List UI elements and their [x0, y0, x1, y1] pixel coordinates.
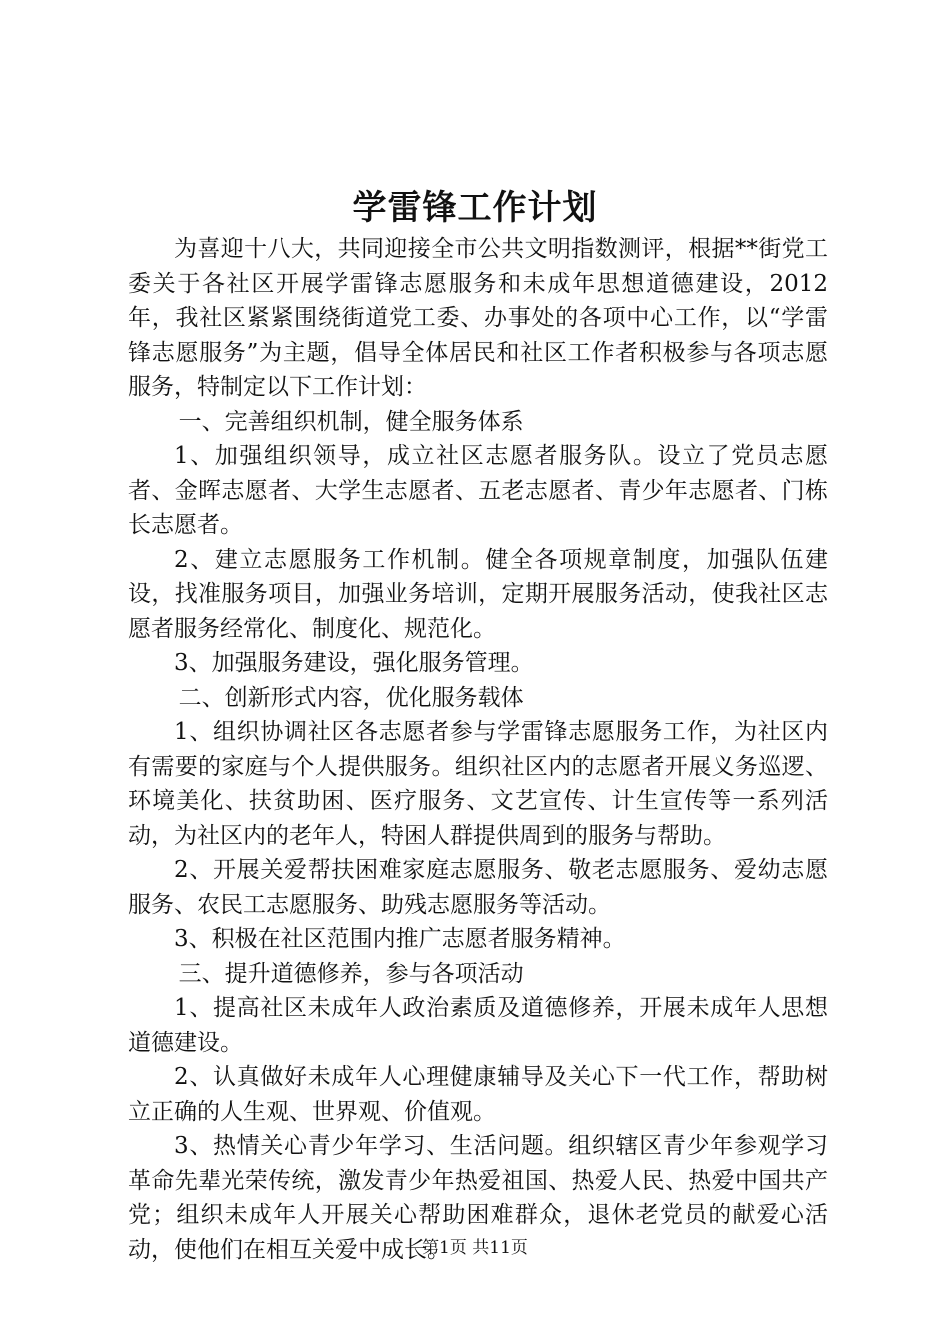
paragraph-intro: 为喜迎十八大，共同迎接全市公共文明指数测评，根据**街党工委关于各社区开展学雷锋志愿服务和未成年思想道德建设，2012年，我社区紧紧围绕街道党工委、办事处的各项中心工作，以“学雷锋志愿服务”为主题，倡导全体居民和社区工作者积极参与各项志愿服务，特制定以下工作计划： [128, 236, 828, 400]
paragraph-3-2: 2、认真做好未成年人心理健康辅导及关心下一代工作，帮助树立正确的人生观、世界观、价值观。 [128, 1064, 828, 1125]
paragraph-3-3: 3、热情关心青少年学习、生活问题。组织辖区青少年参观学习革命先辈光荣传统，激发青少年热爱祖国、热爱人民、热爱中国共产党；组织未成年人开展关心帮助困难群众，退休老党员的献爱心活动，使他们在相互关爱中成长。 [128, 1133, 828, 1263]
paragraph-1-1: 1、加强组织领导，成立社区志愿者服务队。设立了党员志愿者、金晖志愿者、大学生志愿者、五老志愿者、青少年志愿者、门栋长志愿者。 [128, 443, 828, 538]
section-heading-3: 三、提升道德修养，参与各项活动 [178, 960, 524, 987]
page-footer: 第1页 共11页 [422, 1238, 528, 1258]
section-heading-1: 一、完善组织机制，健全服务体系 [178, 408, 524, 435]
paragraph-1-3: 3、加强服务建设，强化服务管理。 [174, 650, 534, 676]
paragraph-3-1: 1、提高社区未成年人政治素质及道德修养，开展未成年人思想道德建设。 [128, 995, 828, 1056]
paragraph-2-3: 3、积极在社区范围内推广志愿者服务精神。 [174, 926, 626, 952]
document-title: 学雷锋工作计划 [352, 188, 598, 228]
paragraph-2-2: 2、开展关爱帮扶困难家庭志愿服务、敬老志愿服务、爱幼志愿服务、农民工志愿服务、助残志愿服务等活动。 [128, 857, 828, 918]
paragraph-2-1: 1、组织协调社区各志愿者参与学雷锋志愿服务工作，为社区内有需要的家庭与个人提供服务。组织社区内的志愿者开展义务巡逻、环境美化、扶贫助困、医疗服务、文艺宣传、计生宣传等一系列活动，为社区内的老年人，特困人群提供周到的服务与帮助。 [128, 719, 828, 849]
section-heading-2: 二、创新形式内容，优化服务载体 [178, 684, 524, 711]
paragraph-1-2: 2、建立志愿服务工作机制。健全各项规章制度，加强队伍建设，找准服务项目，加强业务培训，定期开展服务活动，使我社区志愿者服务经常化、制度化、规范化。 [128, 546, 828, 642]
document-body [128, 232, 828, 1267]
